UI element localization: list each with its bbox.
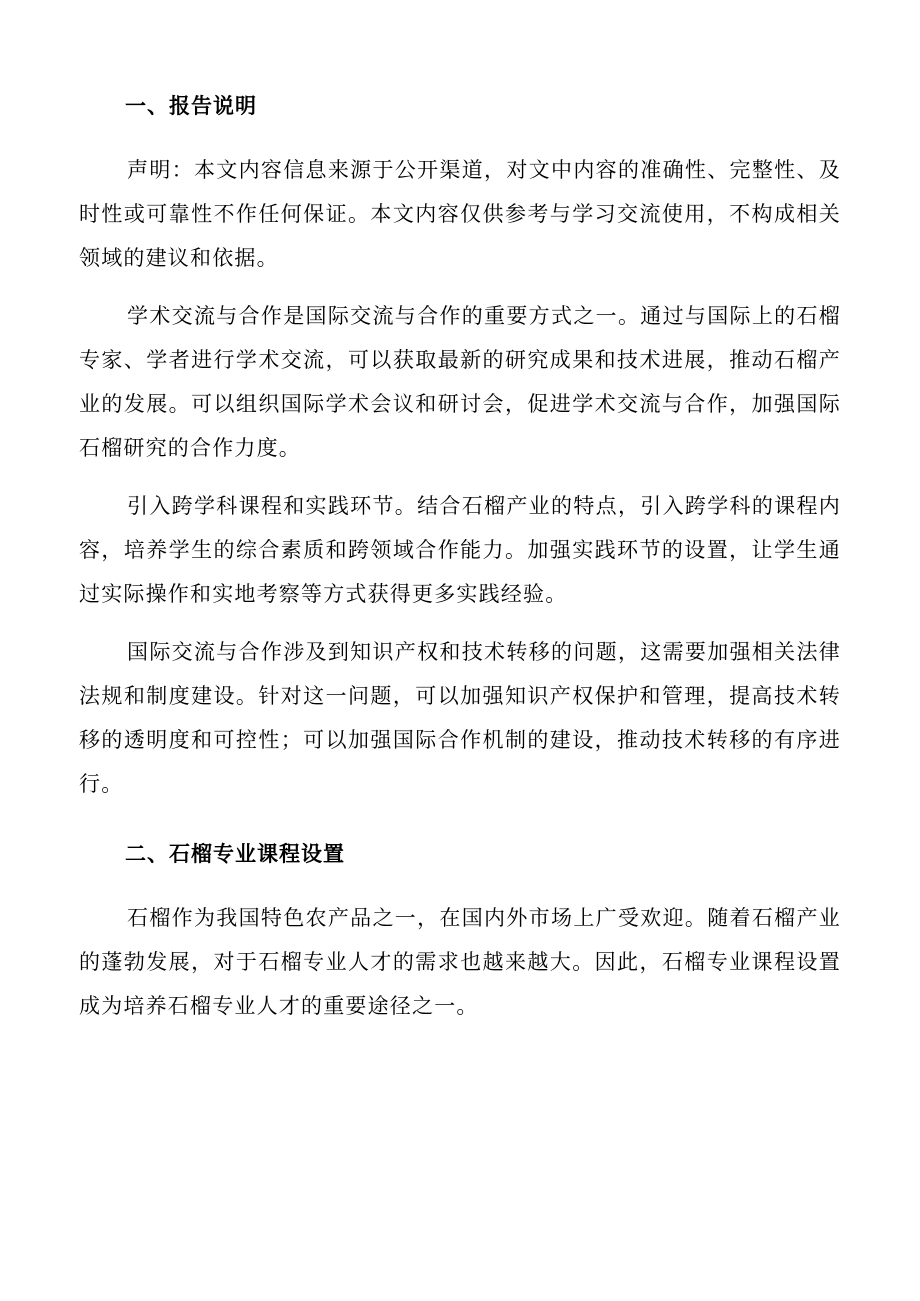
section-heading-report-notes: 一、报告说明 (125, 94, 257, 118)
document-page (79, 78, 841, 1028)
paragraph-intellectual-property: 国际交流与合作涉及到知识产权和技术转移的问题，这需要加强相关法律法规和制度建设。针对这一问题，可以加强知识产权保护和管理，提高技术转移的透明度和可控性；可以加强国际合作机制的建设，推动技术转移的有序进行。 (79, 640, 841, 796)
paragraph-course-setup: 石榴作为我国特色农产品之一，在国内外市场上广受欢迎。随着石榴产业的蓬勃发展，对于石榴专业人才的需求也越来越大。因此，石榴专业课程设置成为培养石榴专业人才的重要途径之一。 (79, 906, 841, 1018)
paragraph-academic-exchange: 学术交流与合作是国际交流与合作的重要方式之一。通过与国际上的石榴专家、学者进行学术交流，可以获取最新的研究成果和技术进展，推动石榴产业的发展。可以组织国际学术会议和研讨会，促进学术交流与合作，加强国际石榴研究的合作力度。 (79, 304, 841, 460)
paragraph-disclaimer: 声明：本文内容信息来源于公开渠道，对文中内容的准确性、完整性、及时性或可靠性不作任何保证。本文内容仅供参考与学习交流使用，不构成相关领域的建议和依据。 (79, 158, 841, 270)
paragraph-interdisciplinary-courses: 引入跨学科课程和实践环节。结合石榴产业的特点，引入跨学科的课程内容，培养学生的综合素质和跨领域合作能力。加强实践环节的设置，让学生通过实际操作和实地考察等方式获得更多实践经验。 (79, 494, 841, 606)
section-heading-course-setup: 二、石榴专业课程设置 (125, 842, 345, 866)
